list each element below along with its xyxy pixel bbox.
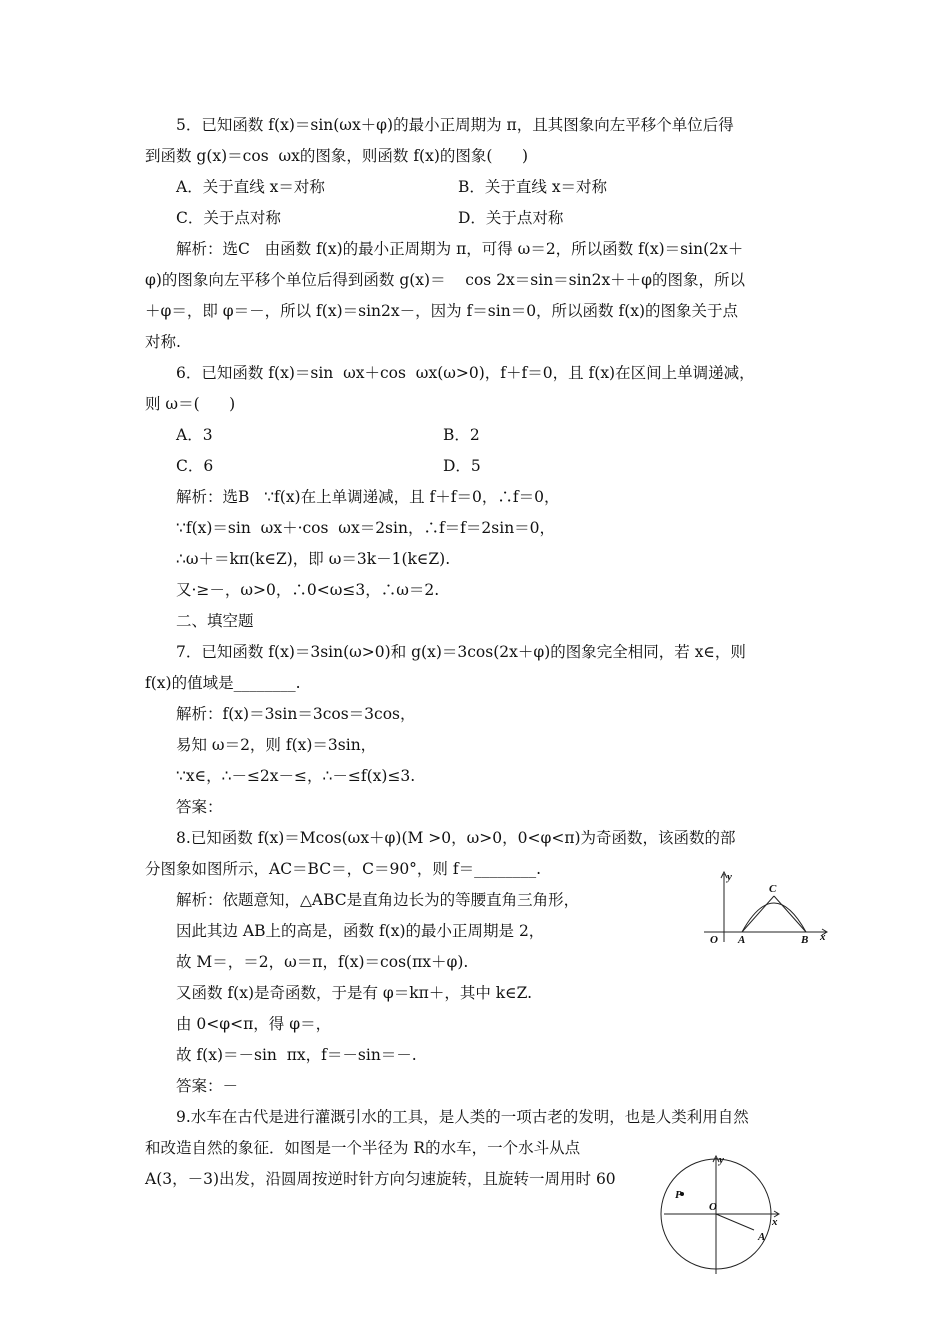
text-line: 二、填空题 [176,612,254,630]
fig9-o-label: O [709,1201,717,1213]
radius-oa [716,1214,754,1230]
text-line: 5．已知函数 f(x)＝sin(ωx＋φ)的最小正周期为 π，且其图象向左平移个单位后得 [176,116,734,134]
text-line: 又·≥－，ω>0，∴0<ω≤3，∴ω＝2. [176,581,440,599]
text-line: 分图象如图所示，AC＝BC＝，C＝90°，则 f＝________. [145,860,542,878]
fig9-y-label: y [719,1154,724,1166]
fig8-o-label: O [710,934,718,946]
text-line: 故 f(x)＝－sin πx，f＝－sin＝－. [176,1046,417,1064]
text-line: 6．已知函数 f(x)＝sin ωx＋cos ωx(ω>0)，f＋f＝0，且 f(x)在区间上单调递减， [176,364,755,382]
text-line: 解析：f(x)＝3sin＝3cos＝3cos， [176,705,416,723]
text-line: 到函数 g(x)＝cos ωx的图象，则函数 f(x)的图象( ) [145,147,529,165]
text-line: 7．已知函数 f(x)＝3sin(ω>0)和 g(x)＝3cos(2x＋φ)的图象完全相同，若 x∈，则 [176,643,746,661]
segment-ac [742,896,774,932]
fig8-c-label: C [769,883,777,895]
text-line: φ)的图象向左平移个单位后得到函数 g(x)＝ cos 2x＝sin＝sin2x＋＋φ的图象，所以 [145,271,746,289]
text-line: 答案： [176,798,223,816]
problem-8-figure [700,868,836,946]
text-line: 解析：选B ∵f(x)在上单调递减，且 f＋f＝0，∴f＝0， [176,488,560,506]
text-line: A(3，－3)出发，沿圆周按逆时针方向匀速旋转，且旋转一周用时 60 [145,1170,616,1188]
fig8-x-label: x [820,931,826,943]
fig8-a-label: A [738,934,746,946]
text-line: 则 ω＝( ) [145,395,236,413]
text-line: D．关于点对称 [458,209,564,227]
text-line: C．6 [176,457,214,475]
text-line: B．关于直线 x＝对称 [458,178,608,196]
fig8-b-label: B [801,934,809,946]
text-line: 答案：－ [176,1077,239,1095]
text-line: ＋φ＝，即 φ＝－，所以 f(x)＝sin2x－，因为 f＝sin＝0，所以函数 f(x)的图象关于点 [145,302,739,320]
text-line: 解析：依题意知，△ABC是直角边长为的等腰直角三角形， [176,891,580,909]
text-line: 9.水车在古代是进行灌溉引水的工具，是人类的一项古老的发明，也是人类利用自然 [176,1108,749,1126]
fig8-y-label: y [727,871,732,883]
sine-curve [742,903,806,932]
text-line: 和改造自然的象征．如图是一个半径为 R的水车，一个水斗从点 [145,1139,581,1157]
text-line: 由 0<φ<π，得 φ＝， [176,1015,332,1033]
text-line: 因此其边 AB上的高是，函数 f(x)的最小正周期是 2， [176,922,545,940]
text-line: 8.已知函数 f(x)＝Mcos(ωx＋φ)(M >0，ω>0，0<φ<π)为奇函数，该函数的部 [176,829,736,847]
text-line: C．关于点对称 [176,209,281,227]
text-line: 解析：选C 由函数 f(x)的最小正周期为 π，可得 ω＝2，所以函数 f(x)＝sin(2x＋ [176,240,744,258]
text-line: 故 M＝，＝2，ω＝π，f(x)＝cos(πx＋φ). [176,953,469,971]
text-line: ∵x∈，∴－≤2x－≤，∴－≤f(x)≤3. [176,767,416,785]
fig9-a-label: A [758,1231,766,1243]
text-line: f(x)的值域是________. [145,674,301,692]
text-line: 对称. [145,333,181,351]
problem-9-figure [658,1152,788,1282]
fig9-p-label: P [675,1189,682,1201]
segment-bc [774,896,806,932]
text-line: D．5 [443,457,481,475]
text-line: 又函数 f(x)是奇函数，于是有 φ＝kπ＋，其中 k∈Z. [176,984,533,1002]
fig9-x-label: x [772,1216,778,1228]
text-line: A．3 [176,426,213,444]
text-line: A．关于直线 x＝对称 [176,178,325,196]
text-line: ∴ω＋＝kπ(k∈Z)，即 ω＝3k－1(k∈Z). [176,550,451,568]
text-line: B．2 [443,426,480,444]
text-line: 易知 ω＝2，则 f(x)＝3sin， [176,736,377,754]
text-line: ∵f(x)＝sin ωx＋·cos ωx＝2sin，∴f＝f＝2sin＝0， [176,519,556,537]
